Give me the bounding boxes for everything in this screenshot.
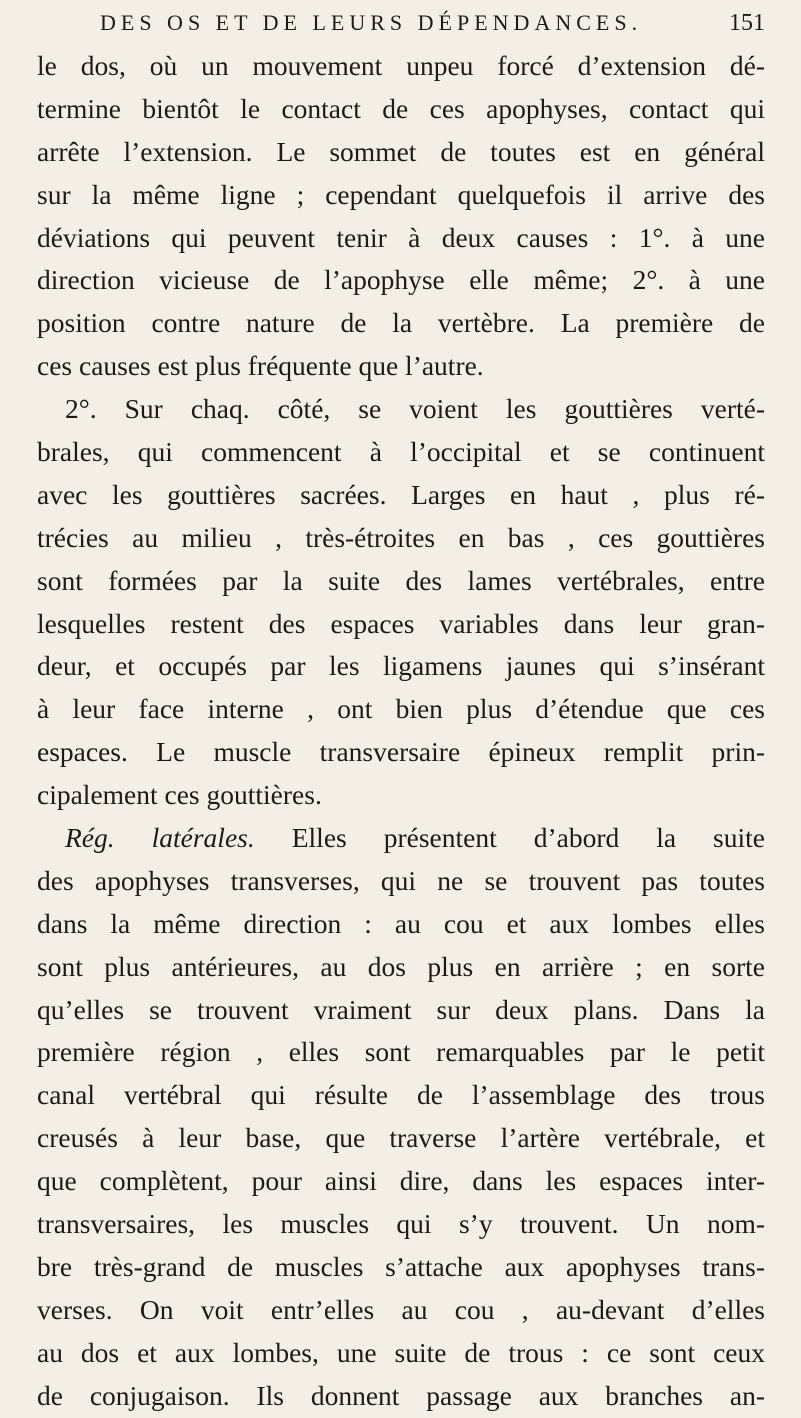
text-line-rest: Elles présentent d’abord la suite bbox=[291, 822, 765, 854]
text-line: termine bientôt le contact de ces apophyses, contact qui bbox=[37, 92, 765, 124]
text-line: qu’elles se trouvent vraiment sur deux plans. Dans la bbox=[37, 993, 765, 1025]
running-title: DES OS ET DE LEURS DÉPENDANCES. bbox=[100, 10, 643, 35]
text-line: creusés à leur base, que traverse l’artère vertébrale, et bbox=[37, 1122, 765, 1154]
text-line: déviations qui peuvent tenir à deux causes : 1°. à une bbox=[37, 221, 765, 253]
text-line: bre très-grand de muscles s’attache aux apophyses trans- bbox=[37, 1250, 765, 1282]
text-line: canal vertébral qui résulte de l’assemblage des trous bbox=[37, 1079, 765, 1111]
text-line: trécies au milieu , très-étroites en bas , ces gouttières bbox=[37, 521, 765, 553]
text-line: cipalement ces gouttières. bbox=[37, 779, 322, 811]
text-line: de conjugaison. Ils donnent passage aux branches an- bbox=[37, 1379, 765, 1411]
text-line: première région , elles sont remarquables par le petit bbox=[37, 1036, 765, 1068]
text-line: des apophyses transverses, qui ne se trouvent pas toutes bbox=[37, 864, 765, 896]
text-line: le dos, où un mouvement unpeu forcé d’extension dé- bbox=[37, 50, 765, 81]
text-line: avec les gouttières sacrées. Larges en haut , plus ré- bbox=[37, 478, 765, 510]
text-line: que complètent, pour ainsi dire, dans les espaces inter- bbox=[37, 1165, 765, 1197]
text-line: arrête l’extension. Le sommet de toutes est en général bbox=[37, 135, 765, 167]
body-text bbox=[37, 45, 765, 1418]
text-line: au dos et aux lombes, une suite de trous : ce sont ceux bbox=[37, 1336, 765, 1368]
text-line: deur, et occupés par les ligamens jaunes qui s’insérant bbox=[37, 650, 765, 682]
text-line: direction vicieuse de l’apophyse elle même; 2°. à une bbox=[37, 264, 765, 296]
text-line: ces causes est plus fréquente que l’autre. bbox=[37, 350, 484, 382]
text-line: dans la même direction : au cou et aux lombes elles bbox=[37, 907, 765, 939]
paragraph-lead-line bbox=[37, 817, 765, 860]
text-line: position contre nature de la vertèbre. La première de bbox=[37, 307, 765, 339]
text-line: lesquelles restent des espaces variables dans leur gran- bbox=[37, 607, 765, 639]
text-line: brales, qui commencent à l’occipital et se continuent bbox=[37, 436, 765, 468]
running-head bbox=[100, 10, 765, 40]
page-number: 151 bbox=[729, 10, 765, 36]
text-line: verses. On voit entr’elles au cou , au-devant d’elles bbox=[37, 1293, 765, 1325]
text-line: sur la même ligne ; cependant quelquefois il arrive des bbox=[37, 178, 765, 210]
text-line: sont formées par la suite des lames vertébrales, entre bbox=[37, 564, 765, 596]
italic-lead: Rég. latérales. bbox=[65, 822, 255, 854]
text-line: espaces. Le muscle transversaire épineux remplit prin- bbox=[37, 736, 765, 768]
text-line: 2°. Sur chaq. côté, se voient les gouttières verté- bbox=[65, 393, 765, 425]
text-line: sont plus antérieures, au dos plus en arrière ; en sorte bbox=[37, 950, 765, 982]
text-line: à leur face interne , ont bien plus d’étendue que ces bbox=[37, 693, 765, 725]
text-line: transversaires, les muscles qui s’y trouvent. Un nom- bbox=[37, 1208, 765, 1240]
